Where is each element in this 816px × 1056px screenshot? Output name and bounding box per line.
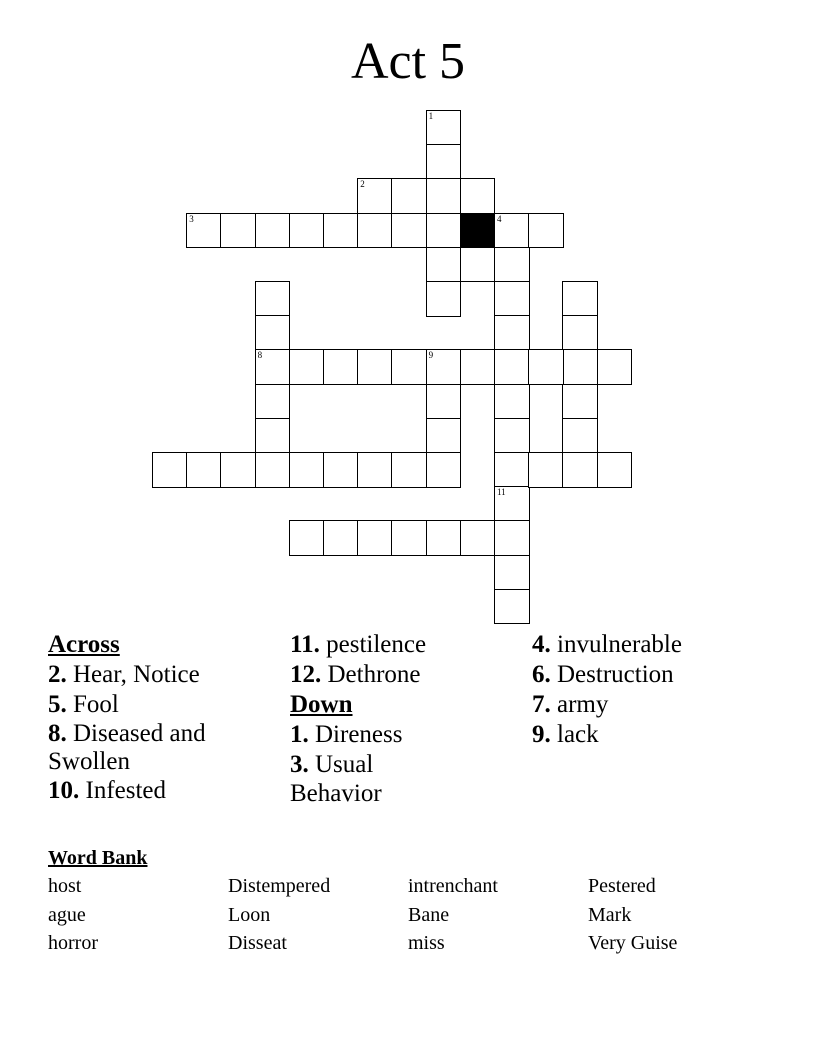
crossword-cell[interactable] <box>426 452 462 488</box>
crossword-cell[interactable] <box>426 213 462 249</box>
crossword-cell[interactable] <box>494 315 530 351</box>
clue-number: 7. <box>532 691 551 718</box>
crossword-cell[interactable] <box>289 452 325 488</box>
clue-text: Fool <box>73 691 119 718</box>
crossword-cell[interactable] <box>494 281 530 317</box>
across-clue <box>48 720 283 776</box>
crossword-cell[interactable] <box>391 520 427 556</box>
crossword-cell[interactable] <box>562 349 598 385</box>
crossword-cell[interactable] <box>357 349 393 385</box>
across-heading: Across <box>48 631 120 658</box>
clue-number-label: 1 <box>428 111 434 121</box>
down-heading: Down <box>290 691 353 718</box>
crossword-cell[interactable] <box>494 589 530 625</box>
crossword-cell[interactable] <box>152 452 188 488</box>
crossword-cell[interactable] <box>357 520 393 556</box>
crossword-cell[interactable] <box>494 349 530 385</box>
clue-text: lack <box>557 721 599 748</box>
clue-number-label: 9 <box>428 350 434 361</box>
crossword-cell[interactable] <box>357 213 393 249</box>
crossword-cell[interactable] <box>289 349 325 385</box>
crossword-cell[interactable] <box>494 418 530 454</box>
clue-text: Hear, Notice <box>73 661 200 688</box>
word-bank-word: horror <box>48 932 98 954</box>
word-bank-word: miss <box>408 932 445 954</box>
clue-column-1 <box>48 630 283 806</box>
down-clue <box>532 630 767 660</box>
clue-number: 3. <box>290 751 309 778</box>
crossword-cell[interactable] <box>289 520 325 556</box>
clue-number: 10. <box>48 777 80 804</box>
crossword-cell[interactable] <box>323 452 359 488</box>
clue-text: Infested <box>85 777 167 804</box>
crossword-cell[interactable] <box>391 452 427 488</box>
clue-number-label: 11 <box>497 487 506 498</box>
crossword-cell[interactable] <box>426 144 462 180</box>
clue-text: army <box>557 691 609 718</box>
crossword-block <box>460 213 496 249</box>
crossword-cell[interactable] <box>597 452 633 488</box>
clue-column-3 <box>532 630 767 750</box>
crossword-cell[interactable] <box>460 520 496 556</box>
crossword-cell[interactable] <box>391 349 427 385</box>
crossword-cell[interactable] <box>255 384 291 420</box>
across-clue <box>290 630 525 660</box>
clue-text: pestilence <box>326 631 427 658</box>
crossword-cell[interactable] <box>186 213 222 249</box>
clue-number: 1. <box>290 721 309 748</box>
crossword-cell[interactable] <box>255 418 291 454</box>
crossword-cell[interactable] <box>323 349 359 385</box>
crossword-cell[interactable] <box>597 349 633 385</box>
crossword-cell[interactable] <box>494 520 530 556</box>
word-bank-word: Disseat <box>228 932 287 954</box>
crossword-cell[interactable] <box>186 452 222 488</box>
crossword-cell[interactable] <box>562 281 598 317</box>
word-bank-word: Loon <box>228 904 271 926</box>
crossword-cell[interactable] <box>220 213 256 249</box>
across-clue <box>48 776 283 806</box>
across-clue <box>290 660 525 690</box>
clue-text: Dethrone <box>327 661 421 688</box>
crossword-cell[interactable] <box>562 315 598 351</box>
across-clue <box>48 660 283 690</box>
crossword-cell[interactable] <box>426 281 462 317</box>
down-clue <box>532 720 767 750</box>
crossword-cell[interactable] <box>494 555 530 591</box>
clue-number: 9. <box>532 721 551 748</box>
clue-number-label: 2 <box>360 179 365 190</box>
clue-number: 6. <box>532 661 551 688</box>
word-bank-word: Distempered <box>228 875 331 897</box>
clue-text: invulnerable <box>557 631 682 658</box>
crossword-cell[interactable] <box>528 349 564 385</box>
crossword-cell[interactable] <box>426 520 462 556</box>
crossword-cell[interactable] <box>494 247 530 283</box>
down-clue <box>290 720 525 750</box>
crossword-cell[interactable] <box>255 281 291 317</box>
clue-number: 12. <box>290 661 322 688</box>
crossword-cell[interactable] <box>460 349 496 385</box>
crossword-cell[interactable] <box>426 349 462 385</box>
word-bank-word: Pestered <box>588 875 656 897</box>
crossword-cell[interactable] <box>391 178 427 214</box>
word-bank-word: intrenchant <box>408 875 498 897</box>
crossword-cell[interactable] <box>528 452 564 488</box>
crossword-cell[interactable] <box>460 178 496 214</box>
across-clue <box>48 690 283 720</box>
crossword-cell[interactable] <box>323 520 359 556</box>
down-clue <box>532 660 767 690</box>
crossword-cell[interactable] <box>391 213 427 249</box>
clue-number: 8. <box>48 720 67 747</box>
clue-number-label: 3 <box>189 213 194 224</box>
page-title: Act 5 <box>350 33 466 90</box>
crossword-cell[interactable] <box>426 384 462 420</box>
clue-text: Direness <box>315 721 403 748</box>
crossword-cell[interactable] <box>323 213 359 249</box>
crossword-cell[interactable] <box>494 384 530 420</box>
crossword-cell[interactable] <box>255 349 291 385</box>
word-bank-title: Word Bank <box>48 847 148 869</box>
crossword-cell[interactable] <box>357 178 393 214</box>
clue-text: Usual Behavior <box>290 751 382 807</box>
crossword-cell[interactable] <box>562 452 598 488</box>
crossword-cell[interactable] <box>289 213 325 249</box>
word-bank-word: ague <box>48 904 86 926</box>
clue-number: 11. <box>290 631 320 658</box>
clue-number: 2. <box>48 661 67 688</box>
crossword-cell[interactable] <box>562 384 598 420</box>
crossword-cell[interactable] <box>494 213 530 249</box>
crossword-cell[interactable] <box>357 452 393 488</box>
down-clue <box>532 690 767 720</box>
crossword-cell[interactable] <box>494 452 530 488</box>
crossword-cell[interactable] <box>255 452 291 488</box>
crossword-cell[interactable] <box>562 418 598 454</box>
clue-number-label: 8 <box>257 350 263 361</box>
clue-number: 5. <box>48 691 67 718</box>
crossword-cell[interactable] <box>460 247 496 283</box>
word-bank-word: host <box>48 875 82 897</box>
crossword-cell[interactable] <box>494 486 530 522</box>
crossword-cell[interactable] <box>220 452 256 488</box>
word-bank-word: Very Guise <box>588 932 678 954</box>
clue-column-2 <box>290 630 525 808</box>
crossword-cell[interactable] <box>426 418 462 454</box>
crossword-cell[interactable] <box>426 110 462 146</box>
word-bank-word: Mark <box>588 904 632 926</box>
crossword-cell[interactable] <box>528 213 564 249</box>
word-bank-word: Bane <box>408 904 450 926</box>
clue-text: Diseased and Swollen <box>48 720 206 775</box>
crossword-cell[interactable] <box>255 315 291 351</box>
crossword-cell[interactable] <box>426 178 462 214</box>
clue-number-label: 4 <box>497 213 502 224</box>
crossword-cell[interactable] <box>255 213 291 249</box>
clue-number: 4. <box>532 631 551 658</box>
clue-text: Destruction <box>557 661 674 688</box>
down-clue <box>290 750 430 808</box>
crossword-cell[interactable] <box>426 247 462 283</box>
